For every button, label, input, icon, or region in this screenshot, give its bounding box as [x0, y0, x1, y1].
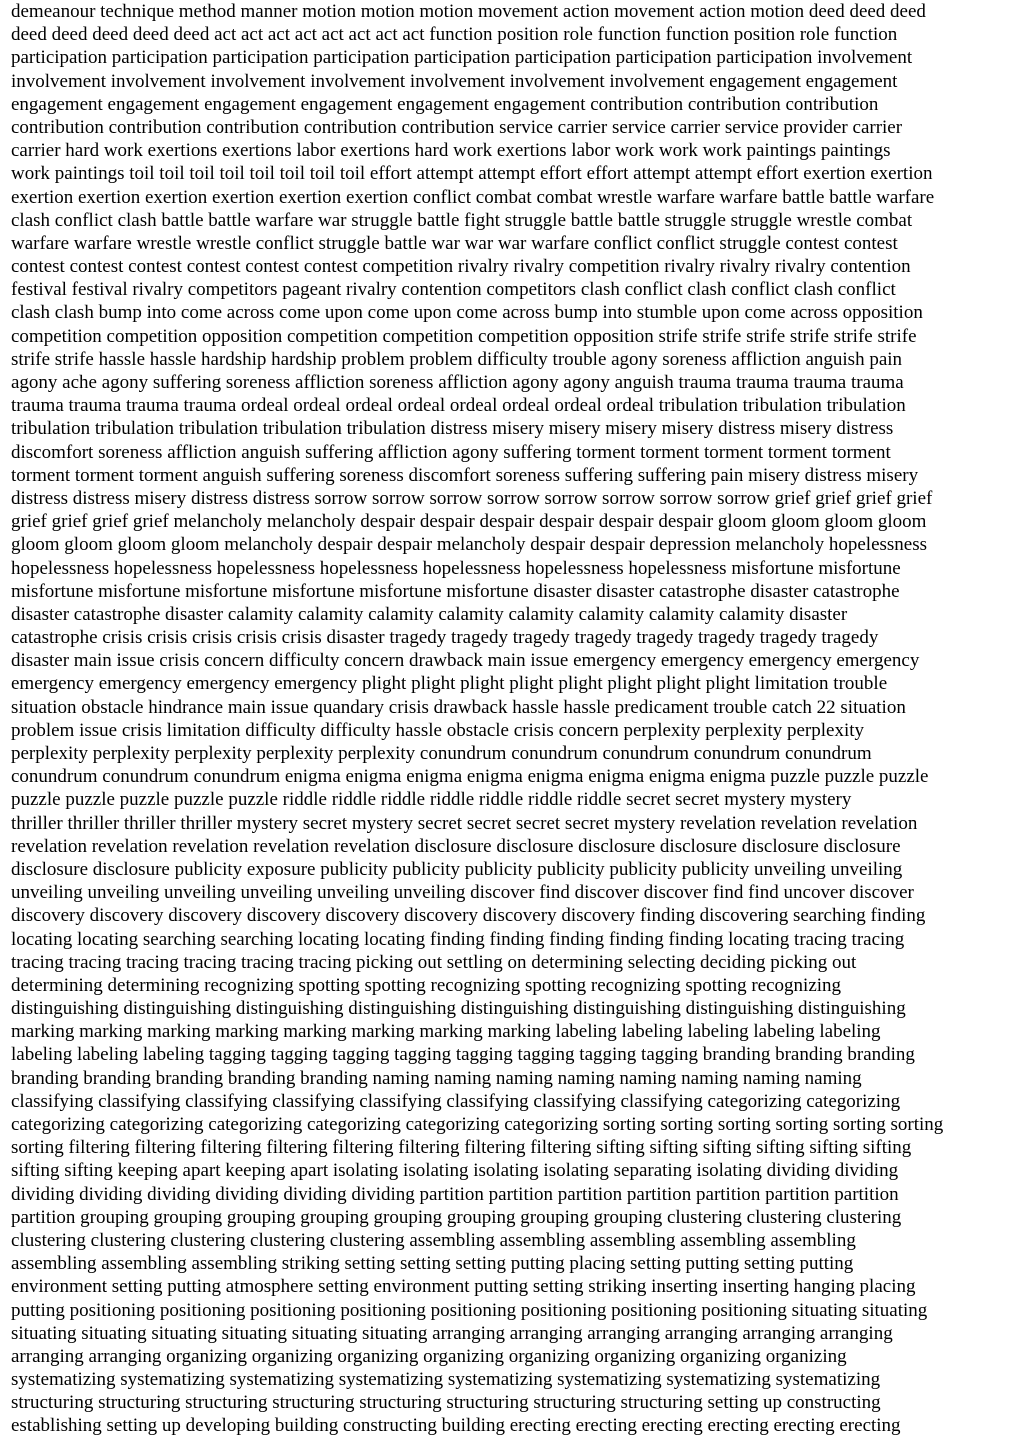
text-line: conundrum conundrum conundrum enigma enigma enigma enigma enigma enigma enigma enigma puzzle puzzle puzzle [11, 766, 929, 788]
text-line: contest contest contest contest contest contest competition rivalry rivalry competition rivalry rivalry rivalry contention [11, 256, 911, 278]
text-line: discomfort soreness affliction anguish suffering affliction agony suffering torment torment torment torment torment [11, 441, 891, 463]
text-line: revelation revelation revelation revelation revelation disclosure disclosure disclosure disclosure disclosure disclosure [11, 835, 901, 857]
text-line: catastrophe crisis crisis crisis crisis crisis disaster tragedy tragedy tragedy tragedy tragedy tragedy tragedy tragedy [11, 627, 879, 649]
text-line: grief grief grief grief melancholy melancholy despair despair despair despair despair despair gloom gloom gloom gloom [11, 511, 927, 533]
text-line: misfortune misfortune misfortune misfortune misfortune misfortune disaster disaster catastrophe disaster catastrophe [11, 580, 900, 602]
text-line: warfare warfare wrestle wrestle conflict struggle battle war war war warfare conflict conflict struggle contest contest [11, 232, 898, 254]
text-line: involvement involvement involvement involvement involvement involvement involvement engagement engagement [11, 70, 898, 92]
text-line: clustering clustering clustering clustering clustering assembling assembling assembling assembling assembling [11, 1229, 856, 1251]
text-line: situation obstacle hindrance main issue quandary crisis drawback hassle hassle predicament trouble catch 22 situation [11, 696, 906, 718]
text-line: demeanour technique method manner motion motion motion movement action movement action motion deed deed deed [11, 1, 926, 22]
text-line: situating situating situating situating situating situating arranging arranging arranging arranging arranging arranging [11, 1322, 893, 1344]
text-line: tribulation tribulation tribulation tribulation tribulation distress misery misery misery misery distress misery distress [11, 418, 894, 440]
text-line: sifting sifting keeping apart keeping apart isolating isolating isolating isolating separating isolating dividing dividing [11, 1160, 899, 1182]
text-line: locating locating searching searching locating locating finding finding finding finding finding locating tracing tracing [11, 928, 905, 950]
text-line: deed deed deed deed deed act act act act act act act act function position role function function position role function [11, 24, 898, 46]
text-line: arranging arranging organizing organizing organizing organizing organizing organizing organizing organizing [11, 1345, 847, 1367]
text-line: thriller thriller thriller thriller mystery secret mystery secret secret secret secret mystery revelation revelation revelation [11, 812, 918, 834]
text-line: trauma trauma trauma trauma ordeal ordeal ordeal ordeal ordeal ordeal ordeal ordeal tribulation tribulation tribulation [11, 395, 906, 417]
text-line: carrier hard work exertions exertions labor exertions hard work exertions labor work work work paintings paintings [11, 140, 891, 162]
text-line: strife strife hassle hassle hardship hardship problem problem difficulty trouble agony soreness affliction anguish pain [11, 348, 903, 370]
text-line: categorizing categorizing categorizing categorizing categorizing categorizing sorting sorting sorting sorting sorting sorting [11, 1114, 944, 1135]
text-line: agony ache agony suffering soreness affliction soreness affliction agony agony anguish trauma trauma trauma trauma [11, 372, 904, 393]
text-line: clash clash bump into come across come upon come upon come across bump into stumble upon come across opposition [11, 302, 923, 324]
text-line: assembling assembling assembling striking setting setting setting putting placing setting putting setting putting [11, 1253, 854, 1275]
text-line: participation participation participation participation participation participation participation participation involvement [11, 47, 913, 69]
text-line: work paintings toil toil toil toil toil toil toil toil effort attempt attempt effort effort attempt attempt effort exertion exertion [11, 163, 933, 185]
text-line: torment torment torment anguish suffering soreness discomfort soreness suffering suffering pain misery distress misery [11, 464, 919, 486]
text-line: distress distress misery distress distress sorrow sorrow sorrow sorrow sorrow sorrow sorrow sorrow grief grief grief grief [11, 487, 933, 509]
text-line: branding branding branding branding branding naming naming naming naming naming naming naming naming [11, 1067, 862, 1089]
text-line: marking marking marking marking marking marking marking marking labeling labeling labeling labeling labeling [11, 1021, 881, 1043]
text-line: competition competition opposition competition competition competition opposition strife strife strife strife strife strife [11, 325, 917, 347]
text-line: engagement engagement engagement engagement engagement engagement contribution contribution contribution [11, 93, 879, 115]
text-line: puzzle puzzle puzzle puzzle puzzle riddle riddle riddle riddle riddle riddle riddle secret secret mystery mystery [11, 789, 852, 811]
text-line: environment setting putting atmosphere setting environment putting setting striking inserting inserting hanging placing [11, 1276, 916, 1298]
text-line: perplexity perplexity perplexity perplexity perplexity conundrum conundrum conundrum conundrum conundrum [11, 743, 872, 764]
text-line: determining determining recognizing spotting spotting recognizing spotting recognizing spotting recognizing [11, 974, 842, 996]
text-line: tracing tracing tracing tracing tracing tracing picking out settling on determining selecting deciding picking out [11, 951, 857, 973]
text-line: gloom gloom gloom gloom melancholy despair despair melancholy despair despair depression melancholy hopelessness [11, 534, 928, 556]
text-line: emergency emergency emergency emergency plight plight plight plight plight plight plight plight limitation trouble [11, 673, 888, 695]
text-line: problem issue crisis limitation difficulty difficulty hassle obstacle crisis concern perplexity perplexity perplexity [11, 719, 865, 741]
text-line: disaster catastrophe disaster calamity calamity calamity calamity calamity calamity calamity calamity disaster [11, 603, 848, 625]
text-line: distinguishing distinguishing distinguishing distinguishing distinguishing distinguishing distinguishing distinguishing [11, 998, 906, 1020]
text-line: dividing dividing dividing dividing dividing dividing partition partition partition partition partition partition partition [11, 1183, 899, 1205]
text-line: labeling labeling labeling tagging tagging tagging tagging tagging tagging tagging tagging branding branding branding [11, 1044, 915, 1066]
text-line: exertion exertion exertion exertion exertion exertion conflict combat combat wrestle warfare warfare battle battle warfare [11, 186, 935, 208]
text-line: classifying classifying classifying classifying classifying classifying classifying classifying categorizing categorizing [11, 1090, 901, 1112]
text-line: clash conflict clash battle battle warfare war struggle battle fight struggle battle battle struggle struggle wrestle combat [11, 209, 913, 231]
text-line: contribution contribution contribution contribution contribution service carrier service carrier service provider carrier [11, 116, 903, 138]
text-line: discovery discovery discovery discovery discovery discovery discovery discovery finding discovering searching finding [11, 905, 926, 927]
text-line: unveiling unveiling unveiling unveiling unveiling unveiling discover find discover discover find find uncover discover [11, 882, 914, 904]
text-line: establishing setting up developing building constructing building erecting erecting erecting erecting erecting erecting [11, 1415, 901, 1437]
text-line: disclosure disclosure publicity exposure publicity publicity publicity publicity publicity publicity unveiling unveiling [11, 858, 903, 880]
text-line: festival festival rivalry competitors pageant rivalry contention competitors clash conflict clash conflict clash conflict [11, 279, 896, 301]
text-line: disaster main issue crisis concern difficulty concern drawback main issue emergency emergency emergency emergency [11, 650, 920, 672]
text-line: hopelessness hopelessness hopelessness hopelessness hopelessness hopelessness hopelessness misfortune misfortune [11, 557, 901, 579]
text-line: sorting filtering filtering filtering filtering filtering filtering filtering filtering sifting sifting sifting sifting sifting sifting [11, 1137, 912, 1159]
text-line: putting positioning positioning positioning positioning positioning positioning positioning positioning situating situating [11, 1299, 928, 1321]
text-line: partition grouping grouping grouping grouping grouping grouping grouping grouping clustering clustering clustering [11, 1206, 902, 1228]
text-line: systematizing systematizing systematizing systematizing systematizing systematizing systematizing systematizing [11, 1369, 881, 1391]
text-line: structuring structuring structuring structuring structuring structuring structuring structuring setting up constructing [11, 1392, 881, 1414]
